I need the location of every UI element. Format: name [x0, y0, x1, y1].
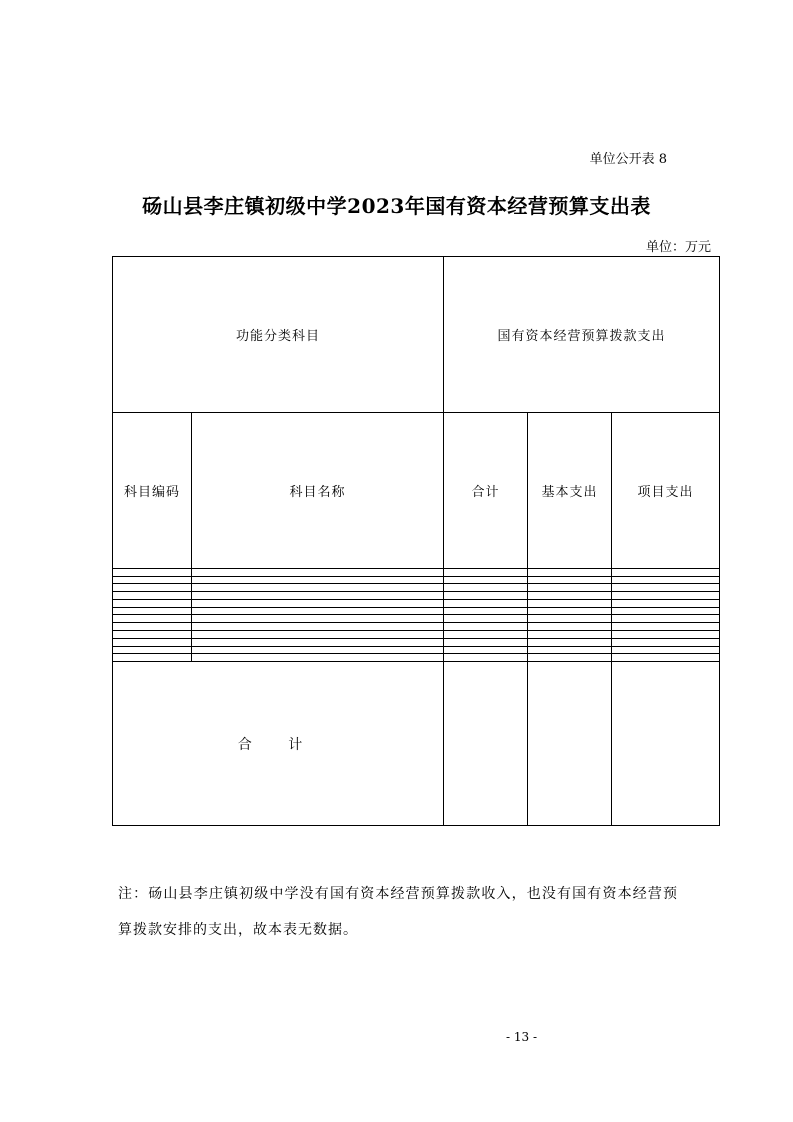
- total-label: 合 计: [113, 662, 444, 826]
- table-cell: [113, 615, 192, 623]
- table-cell: [444, 638, 528, 646]
- table-cell: [113, 568, 192, 576]
- col-header-basic: 基本支出: [528, 412, 612, 568]
- group-header-row: [113, 257, 720, 413]
- table-cell: [528, 576, 612, 584]
- table-row: [113, 599, 720, 607]
- table-cell: [612, 654, 720, 662]
- table-row: [113, 615, 720, 623]
- table-cell: [444, 576, 528, 584]
- total-cell: [444, 662, 528, 826]
- table-cell: [113, 607, 192, 615]
- table-cell: [113, 592, 192, 600]
- table-cell: [444, 592, 528, 600]
- table-cell: [192, 607, 444, 615]
- table-cell: [528, 584, 612, 592]
- table-cell: [192, 654, 444, 662]
- table-cell: [192, 576, 444, 584]
- table-cell: [528, 599, 612, 607]
- table-cell: [528, 631, 612, 639]
- col-header-name: 科目名称: [192, 412, 444, 568]
- table-cell: [113, 623, 192, 631]
- col-header-code: 科目编码: [113, 412, 192, 568]
- table-cell: [444, 623, 528, 631]
- table-cell: [113, 599, 192, 607]
- total-cell: [528, 662, 612, 826]
- table-row: [113, 568, 720, 576]
- table-cell: [444, 646, 528, 654]
- table-cell: [444, 568, 528, 576]
- table-row: [113, 654, 720, 662]
- table-cell: [612, 607, 720, 615]
- table-row: [113, 631, 720, 639]
- table-cell: [612, 576, 720, 584]
- page-number: - 13 -: [505, 1030, 537, 1044]
- table-cell: [192, 599, 444, 607]
- table-row: [113, 646, 720, 654]
- table-cell: [113, 654, 192, 662]
- table-cell: [612, 599, 720, 607]
- table-cell: [444, 599, 528, 607]
- budget-table: [112, 256, 720, 826]
- table-row: [113, 576, 720, 584]
- page-title: 砀山县李庄镇初级中学2023年国有资本经营预算支出表: [142, 194, 651, 218]
- table-cell: [192, 568, 444, 576]
- total-row: [113, 662, 720, 826]
- table-row: [113, 623, 720, 631]
- footnote: 注：砀山县李庄镇初级中学没有国有资本经营预算拨款收入，也没有国有资本经营预算拨款安排的支出，故本表无数据。: [118, 886, 678, 938]
- table-cell: [113, 584, 192, 592]
- table-cell: [444, 584, 528, 592]
- col-header-project: 项目支出: [612, 412, 720, 568]
- table-cell: [528, 654, 612, 662]
- column-header-row: [113, 412, 720, 568]
- unit-label: 单位：万元: [645, 240, 711, 255]
- table-cell: [528, 615, 612, 623]
- table-row: [113, 592, 720, 600]
- table-cell: [528, 568, 612, 576]
- header-function-category: 功能分类科目: [113, 257, 444, 413]
- table-cell: [192, 646, 444, 654]
- table-row: [113, 638, 720, 646]
- table-cell: [528, 607, 612, 615]
- col-header-total: 合计: [444, 412, 528, 568]
- header-state-capital-expenditure: 国有资本经营预算拨款支出: [444, 257, 720, 413]
- table-cell: [528, 646, 612, 654]
- table-cell: [612, 638, 720, 646]
- table-cell: [113, 576, 192, 584]
- table-cell: [192, 592, 444, 600]
- table-cell: [113, 631, 192, 639]
- table-cell: [528, 592, 612, 600]
- table-cell: [192, 584, 444, 592]
- table-cell: [444, 631, 528, 639]
- table-cell: [612, 631, 720, 639]
- table-row: [113, 607, 720, 615]
- table-cell: [612, 623, 720, 631]
- form-number: 单位公开表 8: [589, 152, 667, 167]
- table-row: [113, 584, 720, 592]
- table-cell: [444, 607, 528, 615]
- table-cell: [192, 638, 444, 646]
- table-cell: [612, 568, 720, 576]
- table-cell: [192, 631, 444, 639]
- table-cell: [113, 638, 192, 646]
- table-cell: [528, 638, 612, 646]
- table-cell: [612, 615, 720, 623]
- table-cell: [612, 584, 720, 592]
- table-cell: [612, 646, 720, 654]
- table-cell: [192, 615, 444, 623]
- total-cell: [612, 662, 720, 826]
- table-cell: [192, 623, 444, 631]
- table-cell: [444, 654, 528, 662]
- table-cell: [113, 646, 192, 654]
- table-cell: [444, 615, 528, 623]
- table-cell: [612, 592, 720, 600]
- table-cell: [528, 623, 612, 631]
